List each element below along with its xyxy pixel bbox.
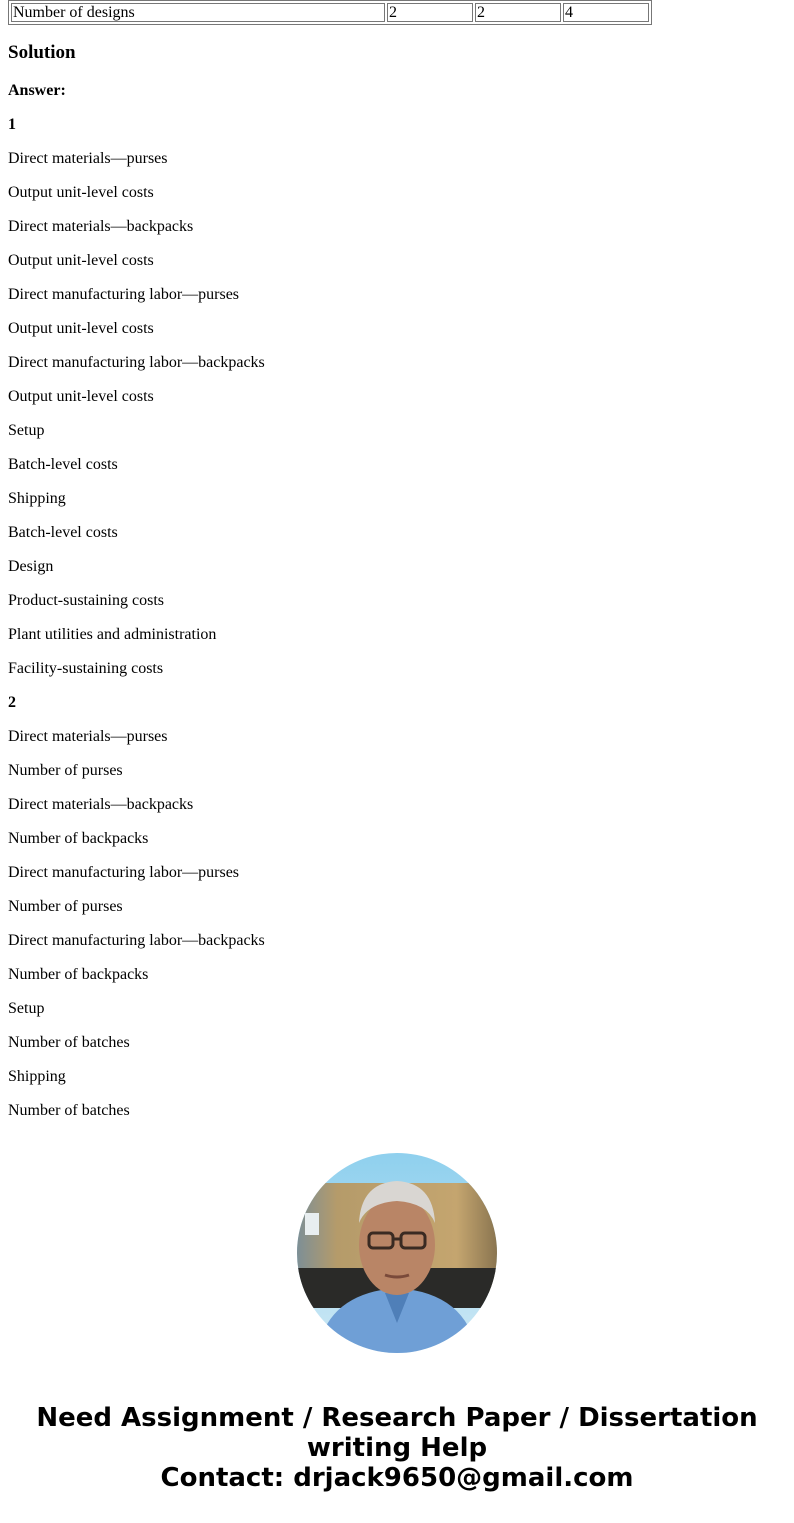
answer-line: Direct materials—backpacks (8, 218, 194, 235)
answer-line: Output unit-level costs (8, 320, 154, 337)
answer-line: Direct materials—backpacks (8, 796, 194, 813)
answer-line: Output unit-level costs (8, 184, 154, 201)
author-avatar (297, 1153, 497, 1353)
answer-line: Shipping (8, 1068, 66, 1085)
answer-line: Batch-level costs (8, 456, 118, 473)
footer-line-1: Need Assignment / Research Paper / Dissertation (36, 1403, 758, 1433)
answer-line: Direct manufacturing labor—backpacks (8, 932, 265, 949)
answer-line: Number of purses (8, 762, 123, 779)
answer-line: Number of backpacks (8, 966, 149, 983)
answer-line: Direct materials—purses (8, 728, 168, 745)
answer-line: Design (8, 558, 54, 575)
data-table (8, 0, 652, 25)
answer-line: Direct manufacturing labor—purses (8, 286, 240, 303)
answer-line: Direct manufacturing labor—backpacks (8, 354, 265, 371)
contact-footer (0, 1403, 794, 1493)
answer-line: Setup (8, 422, 45, 439)
author-photo (297, 1153, 497, 1353)
answer-heading: 2 (8, 694, 16, 711)
table-row (11, 3, 649, 22)
answer-heading: Answer: (8, 82, 66, 99)
answer-line: Plant utilities and administration (8, 626, 217, 643)
answer-lines (8, 82, 786, 1136)
answer-line: Number of batches (8, 1034, 130, 1051)
answer-line: Direct manufacturing labor—purses (8, 864, 240, 881)
table-cell-label: Number of designs (11, 3, 385, 22)
answer-line: Number of backpacks (8, 830, 149, 847)
document-content (8, 0, 786, 1119)
answer-line: Direct materials—purses (8, 150, 168, 167)
answer-line: Output unit-level costs (8, 388, 154, 405)
answer-line: Product-sustaining costs (8, 592, 164, 609)
answer-line: Shipping (8, 490, 66, 507)
answer-line: Facility-sustaining costs (8, 660, 164, 677)
table-cell-value: 4 (563, 3, 649, 22)
answer-line: Setup (8, 1000, 45, 1017)
section-heading: Solution (8, 42, 76, 63)
answer-line: Number of purses (8, 898, 123, 915)
table-cell-value: 2 (475, 3, 561, 22)
footer-line-2: writing Help (306, 1433, 488, 1463)
answer-line: Number of batches (8, 1102, 130, 1119)
answer-line: Output unit-level costs (8, 252, 154, 269)
answer-heading: 1 (8, 116, 16, 133)
table-cell-value: 2 (387, 3, 473, 22)
answer-line: Batch-level costs (8, 524, 118, 541)
footer-line-3: Contact: drjack9650@gmail.com (160, 1463, 634, 1493)
